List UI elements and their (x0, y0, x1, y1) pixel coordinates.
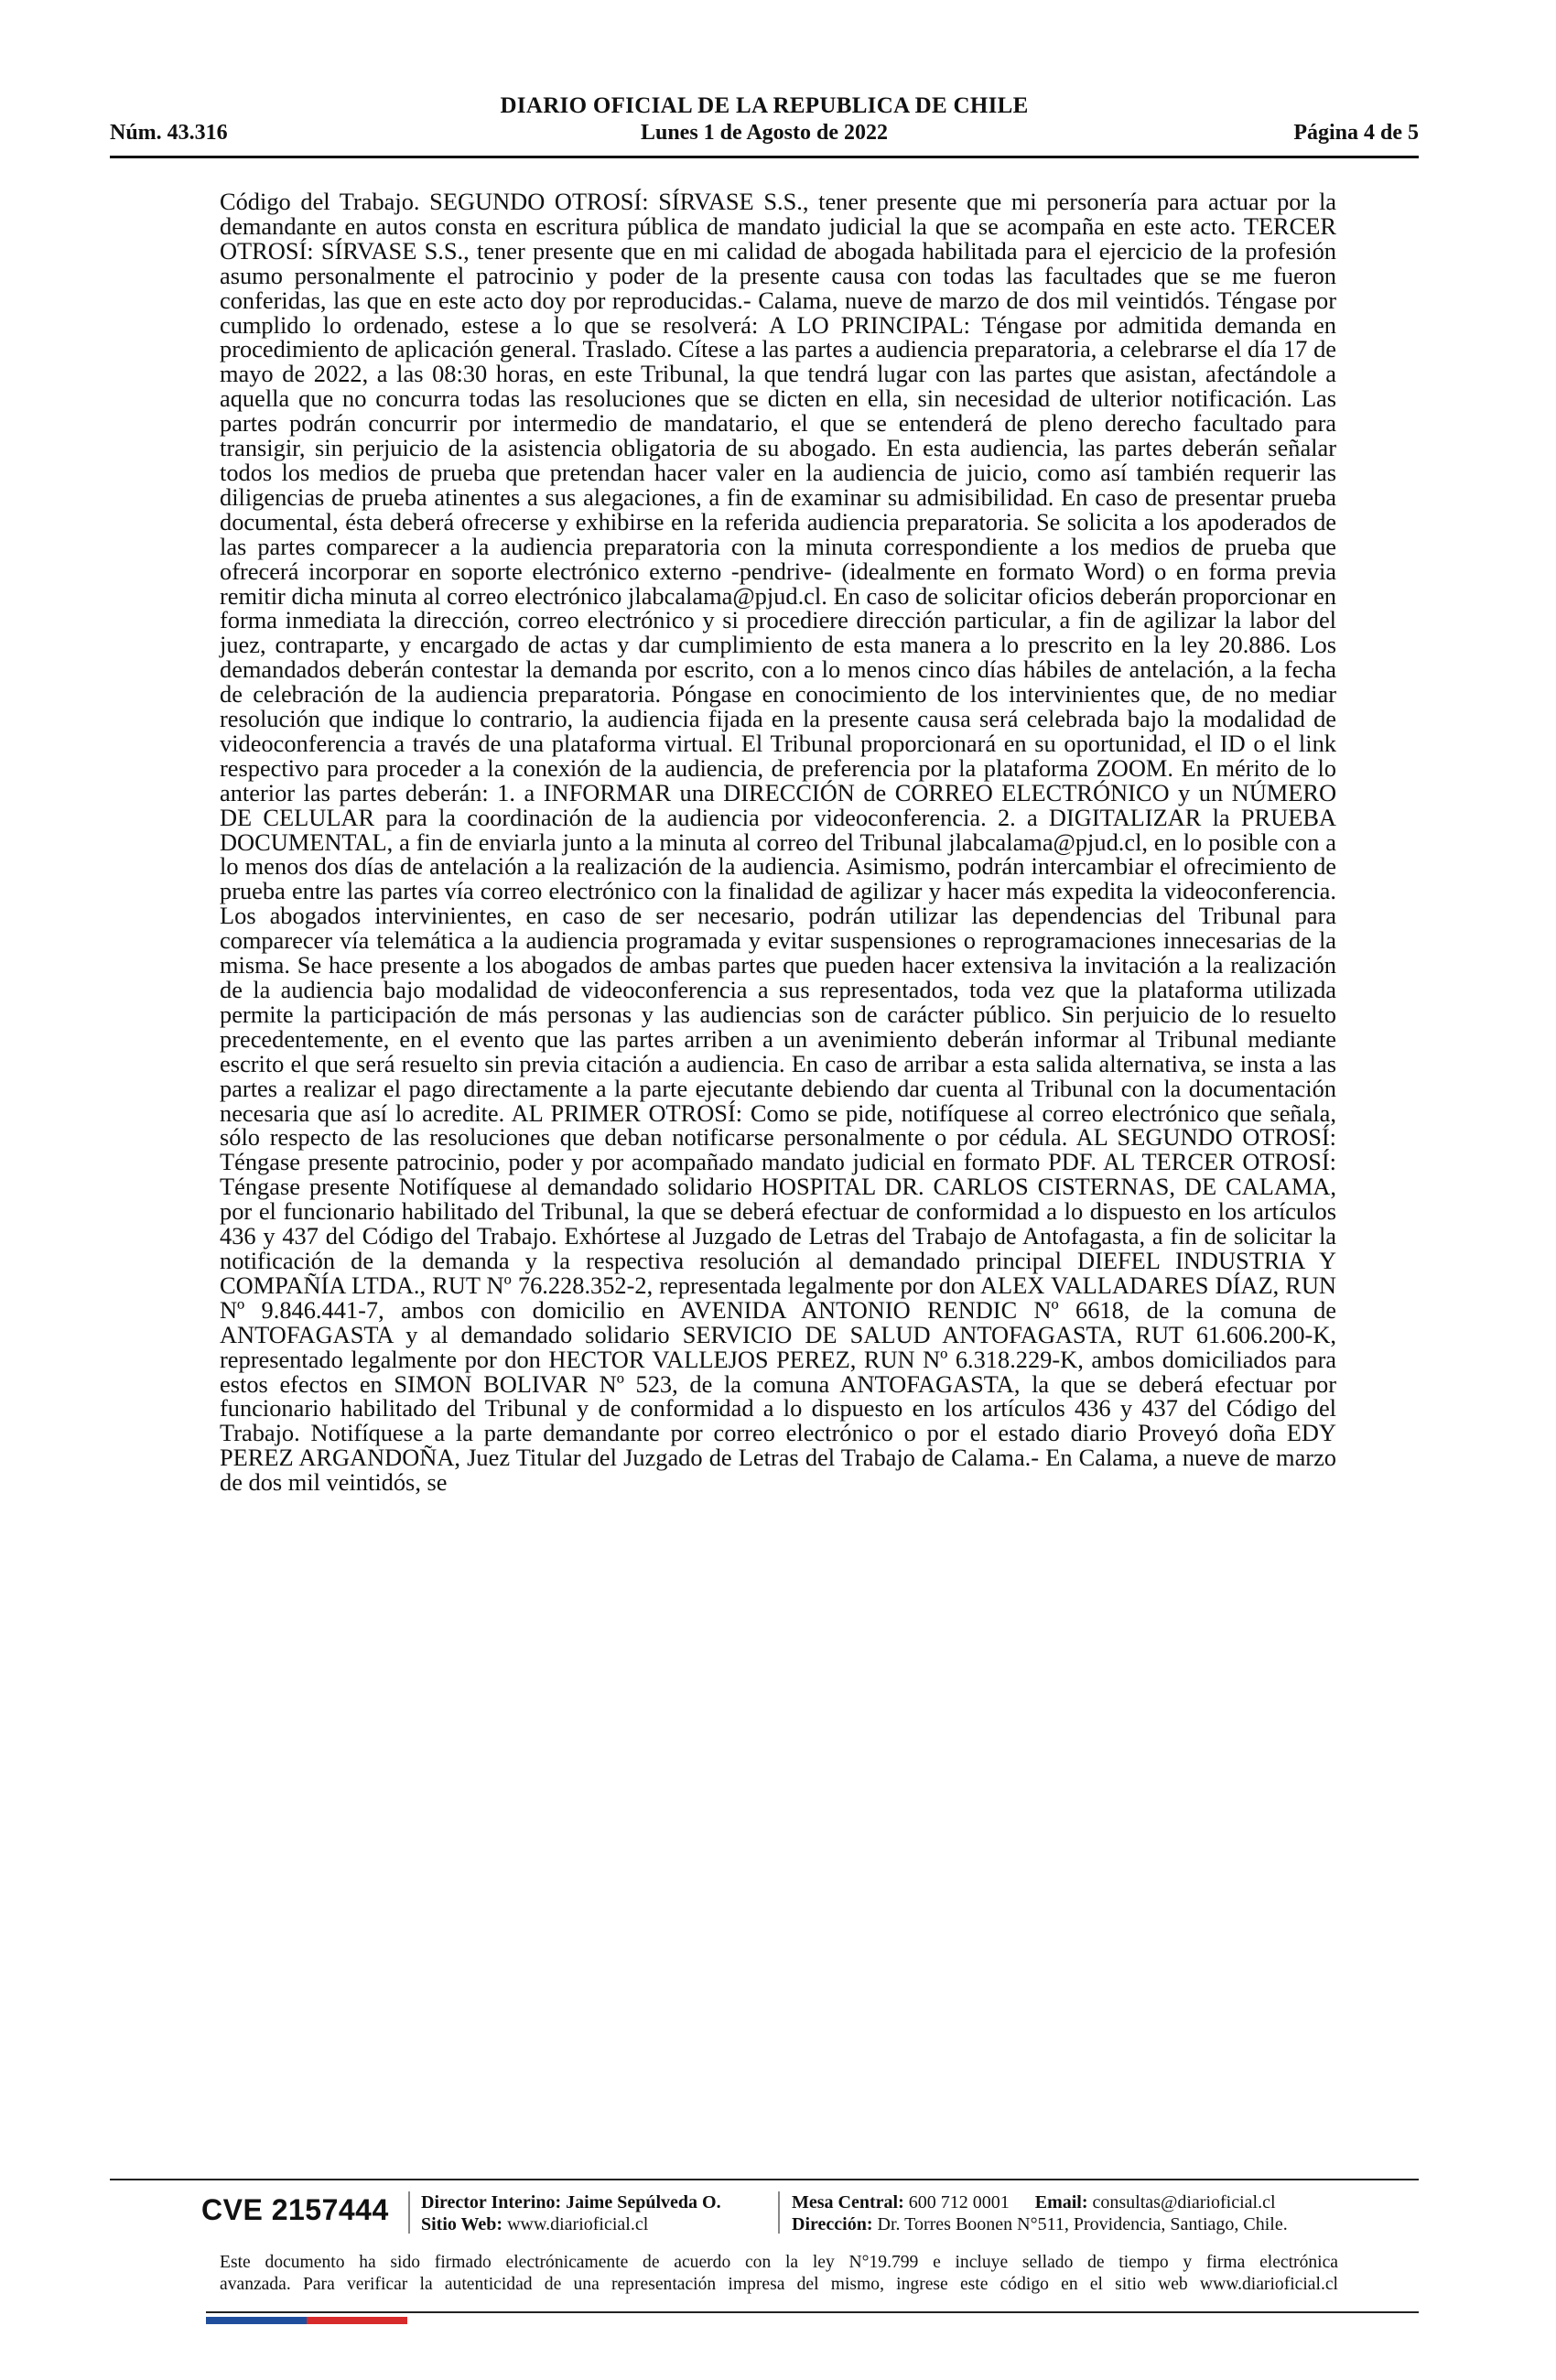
flag-stripe-red (307, 2317, 407, 2324)
page-number: Página 4 de 5 (1293, 121, 1419, 145)
footer-contact-left (421, 2191, 721, 2235)
footer-contact-right (792, 2191, 1288, 2235)
signature-note (220, 2252, 1338, 2296)
mesa-label: Mesa Central: (792, 2192, 904, 2212)
signature-note-line: Este documento ha sido firmado electrónicamente de acuerdo con la ley N°19.799 e incluye sellado de tiempo y firma electrónica (220, 2253, 1338, 2272)
address-value: Dr. Torres Boonen N°511, Providencia, Santiago, Chile. (877, 2214, 1288, 2234)
site-label: Sitio Web: (421, 2214, 503, 2234)
email-label: Email: (1034, 2192, 1088, 2212)
publication-title: DIARIO OFICIAL DE LA REPUBLICA DE CHILE (500, 93, 1029, 118)
signature-note-line: avanzada. Para verificar la autenticidad de una representación impresa del mismo, ingrese este código en el sitio web www.diarioficial.cl (220, 2275, 1338, 2294)
page-header (110, 90, 1419, 154)
email-link[interactable]: consultas@diarioficial.cl (1092, 2192, 1276, 2212)
footer (201, 2188, 1419, 2235)
director-label: Director Interino: (421, 2192, 562, 2212)
cve-code: CVE 2157444 (201, 2193, 389, 2226)
flag-stripe-blue (206, 2317, 307, 2324)
issue-date: Lunes 1 de Agosto de 2022 (640, 121, 889, 145)
document-body (220, 189, 1336, 1495)
footer-separator (408, 2191, 410, 2234)
site-link[interactable]: www.diarioficial.cl (507, 2214, 649, 2234)
mesa-phone: 600 712 0001 (908, 2192, 1010, 2212)
footer-divider (110, 2179, 1419, 2180)
footer-bottom-divider (206, 2311, 1419, 2313)
header-divider (110, 156, 1419, 158)
footer-separator (778, 2191, 780, 2234)
body-paragraph: Código del Trabajo. SEGUNDO OTROSÍ: SÍRVASE S.S., tener presente que mi personería para actuar por la demandante en autos consta en escritura pública de mandato judicial la que se acompaña en este acto. TERCER OTROSÍ: SÍRVASE S.S., tener presente que en mi calidad de abogada habilitada para el ejercicio de la profesión asumo personalmente el patrocinio y poder de la presente causa con todas las facultades que se me fueron conferidas, las que en este acto doy por reproducidas.- Calama, nueve de marzo de dos mil veintidós. Téngase por cumplido lo ordenado, estese a lo que se resolverá: A LO PRINCIPAL: Téngase por admitida demanda en procedimiento de aplicación general. Traslado. Cítese a las partes a audiencia preparatoria, a celebrarse el día 17 de mayo de 2022, a las 08:30 horas, en este Tribunal, la que tendrá lugar con las partes que asistan, afectándole a aquella que no concurra todas las resoluciones que se dicten en ella, sin necesidad de ulterior notificación. Las partes podrán concurrir por intermedio de mandatario, el que se entenderá de pleno derecho facultado para transigir, sin perjuicio de la asistencia obligatoria de su abogado. En esta audiencia, las partes deberán señalar todos los medios de prueba que pretendan hacer valer en la audiencia de juicio, como así también requerir las diligencias de prueba atinentes a sus alegaciones, a fin de examinar su admisibilidad. En caso de presentar prueba documental, ésta deberá ofrecerse y exhibirse en la referida audiencia preparatoria. Se solicita a los apoderados de las partes comparecer a la audiencia preparatoria con la minuta correspondiente a los medios de prueba que ofrecerá incorporar en soporte electrónico externo -pendrive- (idealmente en formato Word) o en forma previa remitir dicha minuta al correo electrónico jlabcalama@pjud.cl. En caso de solicitar oficios deberán proporcionar en forma inmediata la dirección, correo electrónico y si procediere dirección particular, a fin de agilizar la labor del juez, contraparte, y encargado de actas y dar cumplimiento de esta manera a lo prescrito en la ley 20.886. Los demandados deberán contestar la demanda por escrito, con a lo menos cinco días hábiles de antelación, a la fecha de celebración de la audiencia preparatoria. Póngase en conocimiento de los intervinientes que, de no mediar resolución que indique lo contrario, la audiencia fijada en la presente causa será celebrada bajo la modalidad de videoconferencia a través de una plataforma virtual. El Tribunal proporcionará en su oportunidad, el ID o el link respectivo para proceder a la conexión de la audiencia, de preferencia por la plataforma ZOOM. En mérito de lo anterior las partes deberán: 1. a INFORMAR una DIRECCIÓN de CORREO ELECTRÓNICO y un NÚMERO DE CELULAR para la coordinación de la audiencia por videoconferencia. 2. a DIGITALIZAR la PRUEBA DOCUMENTAL, a fin de enviarla junto a la minuta al correo del Tribunal jlabcalama@pjud.cl, en lo posible con a lo menos dos días de antelación a la realización de la audiencia. Asimismo, podrán intercambiar el ofrecimiento de prueba entre las partes vía correo electrónico con la finalidad de agilizar y hacer más expedita la videoconferencia. Los abogados intervinientes, en caso de ser necesario, podrán utilizar las dependencias del Tribunal para comparecer vía telemática a la audiencia programada y evitar suspensiones o reprogramaciones innecesarias de la misma. Se hace presente a los abogados de ambas partes que pueden hacer extensiva la invitación a la realización de la audiencia bajo modalidad de videoconferencia a sus representados, toda vez que la plataforma utilizada permite la participación de más personas y las audiencias son de carácter público. Sin perjuicio de lo resuelto precedentemente, en el evento que las partes arriben a un avenimiento deberán informar al Tribunal mediante escrito el que será resuelto sin previa citación a audiencia. En caso de arribar a esta salida alternativa, se insta a las partes a realizar el pago directamente a la parte ejecutante debiendo dar cuenta al Tribunal con la documentación necesaria que así lo acredite. AL PRIMER OTROSÍ: Como se pide, notifíquese al correo electrónico que señala, sólo respecto de las resoluciones que deban notificarse personalmente o por cédula. AL SEGUNDO OTROSÍ: Téngase presente patrocinio, poder y por acompañado mandato judicial en formato PDF. AL TERCER OTROSÍ: Téngase presente Notifíquese al demandado solidario HOSPITAL DR. CARLOS CISTERNAS, DE CALAMA, por el funcionario habilitado del Tribunal, la que se deberá efectuar de conformidad a lo dispuesto en los artículos 436 y 437 del Código del Trabajo. Exhórtese al Juzgado de Letras del Trabajo de Antofagasta, a fin de solicitar la notificación de la demanda y la respectiva resolución al demandado principal DIEFEL INDUSTRIA Y COMPAÑÍA LTDA., RUT Nº 76.228.352-2, representada legalmente por don ALEX VALLADARES DÍAZ, RUN Nº 9.846.441-7, ambos con domicilio en AVENIDA ANTONIO RENDIC Nº 6618, de la comuna de ANTOFAGASTA y al demandado solidario SERVICIO DE SALUD ANTOFAGASTA, RUT 61.606.200-K, representado legalmente por don HECTOR VALLEJOS PEREZ, RUN Nº 6.318.229-K, ambos domiciliados para estos efectos en SIMON BOLIVAR Nº 523, de la comuna ANTOFAGASTA, la que se deberá efectuar por funcionario habilitado del Tribunal y de conformidad a lo dispuesto en los artículos 436 y 437 del Código del Trabajo. Notifíquese a la parte demandante por correo electrónico o por el estado diario Proveyó doña EDY PEREZ ARGANDOÑA, Juez Titular del Juzgado de Letras del Trabajo de Calama.- En Calama, a nueve de marzo de dos mil veintidós, se (220, 188, 1336, 1497)
issue-number: Núm. 43.316 (110, 121, 228, 145)
address-label: Dirección: (792, 2214, 873, 2234)
director-name: Jaime Sepúlveda O. (566, 2192, 721, 2212)
